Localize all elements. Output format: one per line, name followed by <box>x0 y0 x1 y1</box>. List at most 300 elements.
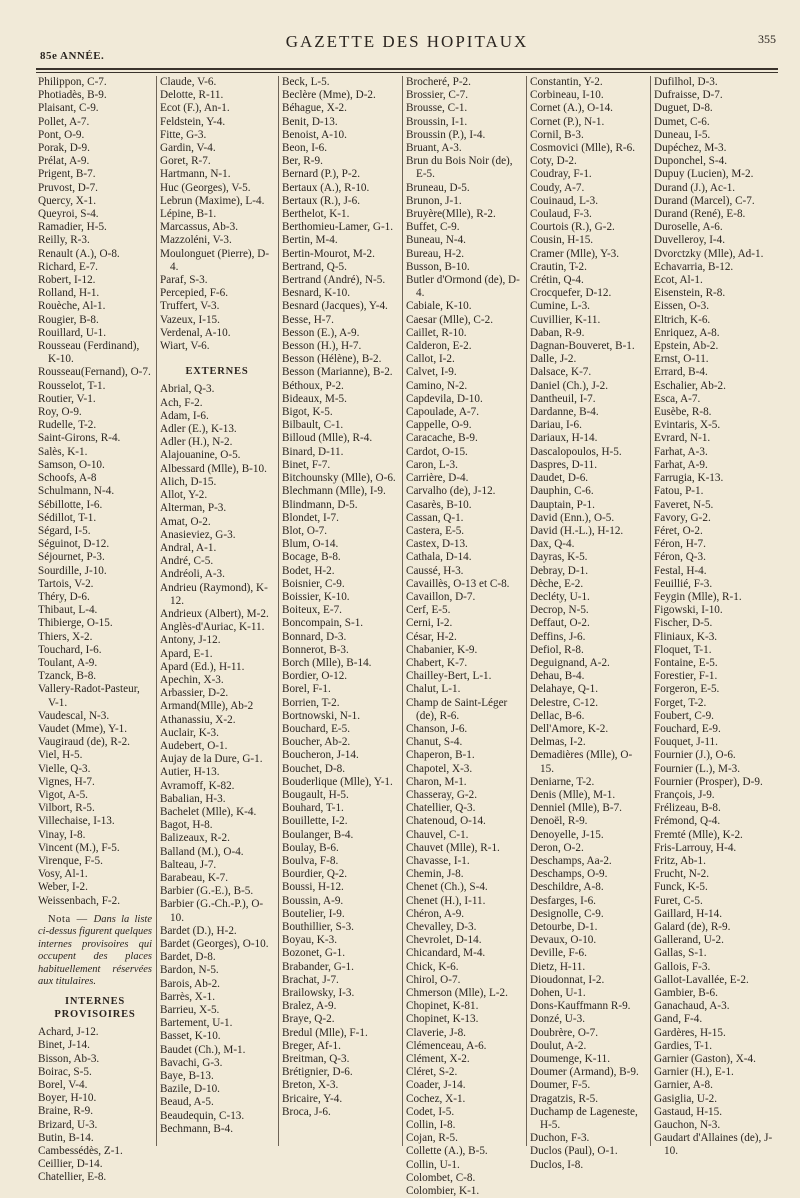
list-item: Delotte, R-11. <box>160 89 224 102</box>
list-item: Féron, H-7. <box>654 538 706 551</box>
list-item: Deville, F-6. <box>530 947 587 960</box>
list-item: Rougier, B-8. <box>38 313 99 326</box>
list-item: Dietz, H-11. <box>530 960 586 973</box>
note-text: Dans la liste ci-dessus figurent quelques internes provisoires qui occupent des places habituellement réservées aux titulaires. <box>38 913 152 988</box>
list-item: Bernard (P.), P-2. <box>282 168 360 181</box>
list-item: Callot, I-2. <box>406 353 455 366</box>
list-item: David (H.-L.), H-12. <box>530 524 624 537</box>
list-item: Séguinot, D-12. <box>38 538 110 551</box>
list-item: Chapotel, X-3. <box>406 762 473 775</box>
list-item: Séjournet, P-3. <box>38 551 105 564</box>
list-item: Cavaillès, O-13 et C-8. <box>406 577 510 590</box>
list-item: Armand(Mlle), Ab-2 <box>160 700 254 713</box>
list-item: Ach, F-2. <box>160 396 203 409</box>
list-item: Besson (Marianne), B-2. <box>282 366 393 379</box>
list-item: Durand (René), E-8. <box>654 208 746 221</box>
list-item: Pruvost, D-7. <box>38 181 98 194</box>
list-item: Borel, F-1. <box>282 683 331 696</box>
list-item: Lépine, B-1. <box>160 208 217 221</box>
list-item: Brachat, J-7. <box>282 973 339 986</box>
list-item: Gauchon, N-3. <box>654 1119 721 1132</box>
list-item: Ganachaud, A-3. <box>654 1000 730 1013</box>
list-item: Caron, L-3. <box>406 458 458 471</box>
column-3-list <box>282 76 398 1119</box>
list-item: Bourdier, Q-2. <box>282 868 348 881</box>
list-item: Besson (H.), H-7. <box>282 340 362 353</box>
list-item: Viel, H-5. <box>38 749 83 762</box>
list-item: Andrieux (Albert), M-2. <box>160 607 269 620</box>
list-item: Virenque, F-5. <box>38 854 103 867</box>
list-item: Reilly, R-3. <box>38 234 90 247</box>
list-item: Corbineau, I-10. <box>530 89 604 102</box>
list-item: Chatellier, E-8. <box>38 1171 107 1184</box>
list-item: Vinay, I-8. <box>38 828 86 841</box>
list-item: Boyer, H-10. <box>38 1092 97 1105</box>
list-item: Andréoli, A-3. <box>160 568 225 581</box>
list-item: Bisson, Ab-3. <box>38 1052 100 1065</box>
list-item: Pollet, A-7. <box>38 115 90 128</box>
list-item: Denoël, R-9. <box>530 815 588 828</box>
list-item: Bavachi, G-3. <box>160 1056 223 1069</box>
list-item: Besson (Hélène), B-2. <box>282 353 382 366</box>
list-item: Toulant, A-9. <box>38 656 98 669</box>
list-item: Bonnerot, B-3. <box>282 643 349 656</box>
list-item: Braye, Q-2. <box>282 1013 335 1026</box>
list-item: Funck, K-5. <box>654 881 708 894</box>
list-item: Galard (de), R-9. <box>654 921 731 933</box>
list-item: Béhague, X-2. <box>282 102 347 115</box>
list-item: Dvorctzky (Mlle), Ad-1. <box>654 247 764 260</box>
list-item: Abrial, Q-3. <box>160 383 215 396</box>
list-item: Caussé, H-3. <box>406 564 464 577</box>
list-item: Bertin-Mourot, M-2. <box>282 247 375 260</box>
list-item: Deffaut, O-2. <box>530 617 590 630</box>
list-item: Fontaine, E-5. <box>654 656 718 669</box>
list-item: Vaugiraud (de), R-2. <box>38 736 130 749</box>
list-item: Carrière, D-4. <box>406 472 469 485</box>
list-item: Gaudart d'Allaines (de), J-10. <box>654 1132 773 1158</box>
list-item: Boiteux, E-7. <box>282 604 342 617</box>
list-item: Cabiale, K-10. <box>406 300 472 313</box>
list-item: Gardin, V-4. <box>160 142 216 155</box>
list-item: Boirac, S-5. <box>38 1065 92 1078</box>
list-item: Butler d'Ormond (de), D-4. <box>406 274 520 300</box>
list-item: Cerf, E-5. <box>406 604 451 617</box>
column-4-list <box>406 76 522 1198</box>
column-3 <box>282 76 398 1146</box>
list-item: François, J-9. <box>654 788 715 801</box>
list-item: Daudet, D-6. <box>530 472 589 485</box>
list-item: Denniel (Mlle), B-7. <box>530 802 622 815</box>
note-paragraph <box>38 914 152 989</box>
list-item: Robert, I-12. <box>38 274 96 287</box>
list-item: Gardères, H-15. <box>654 1026 726 1039</box>
list-item: Baye, B-13. <box>160 1070 214 1083</box>
column-divider <box>650 76 651 1146</box>
list-item: Esca, A-7. <box>654 392 701 405</box>
list-item: Bouthillier, S-3. <box>282 921 354 933</box>
column-1 <box>38 76 152 1184</box>
list-item: Gastaud, H-15. <box>654 1105 723 1118</box>
list-item: Deschamps, Aa-2. <box>530 854 612 867</box>
list-item: Deffins, J-6. <box>530 630 586 643</box>
list-item: Rouillard, U-1. <box>38 326 107 339</box>
column-divider <box>278 76 279 1146</box>
list-item: Boncompain, S-1. <box>282 617 364 630</box>
list-item: Denoyelle, J-15. <box>530 828 604 841</box>
list-item: Eissen, O-3. <box>654 300 709 313</box>
list-item: Chenet (H.), I-11. <box>406 894 486 907</box>
list-item: Eisenstein, R-8. <box>654 287 726 300</box>
list-item: Barois, Ab-2. <box>160 977 220 990</box>
list-item: Binet, F-7. <box>282 458 331 471</box>
list-item: Roy, O-9. <box>38 406 82 419</box>
list-item: Boucher, Ab-2. <box>282 736 351 749</box>
list-item: Paraf, S-3. <box>160 274 208 287</box>
list-item: Breitman, Q-3. <box>282 1053 350 1066</box>
list-item: Dauphin, C-6. <box>530 485 594 498</box>
column-2-list <box>160 76 274 353</box>
list-item: Cathala, D-14. <box>406 551 472 564</box>
list-item: Fournier (J.), O-6. <box>654 749 736 762</box>
column-1-list <box>38 76 152 908</box>
list-item: Percepied, F-6. <box>160 287 229 300</box>
list-item: Bartement, U-1. <box>160 1017 233 1030</box>
list-item: Touchard, I-6. <box>38 643 102 656</box>
list-item: Claude, V-6. <box>160 76 217 88</box>
list-item: Albessard (Mlle), B-10. <box>160 462 267 475</box>
column-2 <box>160 76 274 1146</box>
list-item: Dragatzis, R-5. <box>530 1092 599 1105</box>
list-item: Beclère (Mme), D-2. <box>282 89 376 102</box>
list-item: Doubrère, O-7. <box>530 1026 599 1039</box>
list-item: Vilbort, R-5. <box>38 802 95 815</box>
list-item: Barrès, X-1. <box>160 990 215 1003</box>
list-item: Cerni, I-2. <box>406 617 453 630</box>
list-item: Apard, E-1. <box>160 647 213 660</box>
list-item: Devaux, O-10. <box>530 934 597 947</box>
list-item: Fliniaux, K-3. <box>654 630 718 643</box>
list-item: Chavasse, I-1. <box>406 854 470 867</box>
list-item: Gaillard, H-14. <box>654 907 723 920</box>
list-item: Adam, I-6. <box>160 409 209 422</box>
list-item: Bardet, D-8. <box>160 951 216 964</box>
list-item: Alajouanine, O-5. <box>160 449 241 462</box>
list-item: Bruyère(Mlle), R-2. <box>406 208 496 221</box>
list-item: Bouderlique (Mlle), Y-1. <box>282 775 393 788</box>
list-item: Auclair, K-3. <box>160 726 219 739</box>
list-item: Dariaux, H-14. <box>530 432 598 445</box>
list-item: Boutelier, I-9. <box>282 907 345 920</box>
list-item: Feygin (Mlle), R-1. <box>654 590 742 603</box>
list-item: Achard, J-12. <box>38 1026 99 1039</box>
list-item: Binet, J-14. <box>38 1039 90 1052</box>
list-item: Bouchard, E-5. <box>282 722 351 735</box>
list-item: Forestier, F-1. <box>654 670 718 683</box>
list-item: Duchamp de Lageneste, H-5. <box>530 1105 638 1132</box>
list-item: Apechin, X-3. <box>160 673 224 686</box>
list-item: Duclos, I-8. <box>530 1158 584 1171</box>
list-item: Ernst, O-11. <box>654 353 709 366</box>
list-item: Gallot-Lavallée, E-2. <box>654 973 749 986</box>
list-item: Baudet (Ch.), M-1. <box>160 1043 246 1056</box>
list-item: Casarès, B-10. <box>406 498 472 511</box>
list-item: Beaudequin, C-13. <box>160 1109 245 1122</box>
list-item: Deniarne, T-2. <box>530 775 595 788</box>
list-item: Rousselot, T-1. <box>38 379 106 392</box>
list-item: Bardon, N-5. <box>160 964 219 977</box>
list-item: Dayras, K-5. <box>530 551 588 564</box>
list-item: Borrien, T-2. <box>282 696 340 709</box>
list-item: Furet, C-5. <box>654 894 703 907</box>
list-item: Brocheré, P-2. <box>406 76 471 88</box>
list-item: Caillet, R-10. <box>406 326 467 339</box>
list-item: Bagot, H-8. <box>160 819 213 832</box>
list-item: Brailowsky, I-3. <box>282 987 355 1000</box>
list-item: Moulonguet (Pierre), D-4. <box>160 247 270 273</box>
note-lead: Nota — <box>48 913 94 925</box>
list-item: Crautin, T-2. <box>530 260 587 273</box>
list-item: Capdevila, D-10. <box>406 392 483 405</box>
list-item: Vaudescal, N-3. <box>38 709 110 722</box>
page-header <box>36 28 778 64</box>
list-item: Beaud, A-5. <box>160 1096 214 1109</box>
list-item: Deron, O-2. <box>530 841 584 854</box>
list-item: Berthelot, K-1. <box>282 208 350 221</box>
list-item: Castex, D-13. <box>406 538 468 551</box>
list-item: Farhat, A-3. <box>654 445 708 458</box>
list-item: Sourdille, J-10. <box>38 564 107 577</box>
list-item: Delahaye, Q-1. <box>530 683 599 696</box>
list-item: Fatou, P-1. <box>654 485 704 498</box>
list-item: Balland (M.), O-4. <box>160 845 244 858</box>
list-item: Dumet, C-6. <box>654 115 710 128</box>
list-item: Schoofs, A-8 <box>38 472 97 485</box>
list-item: Besson (E.), A-9. <box>282 326 360 339</box>
list-item: Pont, O-9. <box>38 128 85 141</box>
list-item: Billoud (Mlle), R-4. <box>282 432 373 445</box>
list-item: Duroselle, A-6. <box>654 221 723 234</box>
list-item: Constantin, Y-2. <box>530 76 603 88</box>
list-item: Goret, R-7. <box>160 155 211 168</box>
list-item: Frucht, N-2. <box>654 868 709 881</box>
list-item: Bertaux (R.), J-6. <box>282 194 360 207</box>
list-item: Delestre, C-12. <box>530 696 599 709</box>
list-item: Allot, Y-2. <box>160 489 208 502</box>
list-item: Tzanck, B-8. <box>38 670 97 683</box>
list-item: Blot, O-7. <box>282 524 328 537</box>
list-item: Besnard (Jacques), Y-4. <box>282 300 388 313</box>
list-item: Bouillette, I-2. <box>282 815 348 828</box>
list-item: Broussin, I-1. <box>406 115 468 128</box>
list-item: Cléret, S-2. <box>406 1066 458 1079</box>
list-item: Chmerson (Mlle), L-2. <box>406 987 508 1000</box>
list-item: Thibaut, L-4. <box>38 604 98 617</box>
list-item: Balteau, J-7. <box>160 858 217 871</box>
list-item: Courtois (R.), G-2. <box>530 221 615 234</box>
list-item: Dariau, I-6. <box>530 419 582 432</box>
list-item: Bachelet (Mlle), K-4. <box>160 805 257 818</box>
list-item: Bougault, H-5. <box>282 788 349 801</box>
list-item: Cambessédès, Z-1. <box>38 1145 123 1158</box>
list-item: Champ de Saint-Léger (de), R-6. <box>406 696 508 722</box>
list-item: Fischer, D-5. <box>654 617 713 630</box>
list-item: Rolland, H-1. <box>38 287 100 300</box>
page-number: 355 <box>758 32 776 46</box>
column-divider <box>402 76 403 1146</box>
list-item: Evrard, N-1. <box>654 432 711 445</box>
list-item: Gallas, S-1. <box>654 947 707 960</box>
column-5 <box>530 76 646 1171</box>
list-item: Bideaux, M-5. <box>282 392 347 405</box>
list-item: Dellac, B-6. <box>530 709 585 722</box>
list-item: Lebrun (Maxime), L-4. <box>160 194 265 207</box>
list-item: Bortnowski, N-1. <box>282 709 361 722</box>
name-columns <box>38 76 780 1198</box>
list-item: Brousse, C-1. <box>406 102 468 115</box>
list-item: Bazile, D-10. <box>160 1083 220 1096</box>
list-item: Bigot, K-5. <box>282 406 333 419</box>
list-item: Chauvel, C-1. <box>406 828 469 841</box>
list-item: Barbier (G.-E.), B-5. <box>160 885 254 898</box>
list-item: Vielle, Q-3. <box>38 762 91 775</box>
list-item: Chopinet, K-81. <box>406 1000 479 1013</box>
list-item: Feldstein, Y-4. <box>160 115 226 128</box>
list-item: Cornil, B-3. <box>530 128 584 141</box>
list-item: Berthomieu-Lamer, G-1. <box>282 221 394 234</box>
section-heading-externes: EXTERNES <box>185 366 249 378</box>
list-item: Blum, O-14. <box>282 538 339 551</box>
list-item: Chanson, J-6. <box>406 722 468 735</box>
list-item: Caesar (Mlle), C-2. <box>406 313 493 326</box>
list-item: Fremté (Mlle), K-2. <box>654 828 743 841</box>
list-item: Calderon, E-2. <box>406 340 472 353</box>
list-item: Buffet, C-9. <box>406 221 460 234</box>
list-item: Collin, I-8. <box>406 1119 456 1132</box>
list-item: Vallery-Radot-Pasteur, V-1. <box>38 683 140 709</box>
list-item: Denis (Mlle), M-1. <box>530 788 616 801</box>
list-item: Eusèbe, R-8. <box>654 406 712 419</box>
list-item: Brun du Bois Noir (de), E-5. <box>406 155 513 181</box>
publication-title: GAZETTE DES HOPITAUX <box>285 32 529 51</box>
list-item: Breger, Af-1. <box>282 1039 341 1052</box>
list-item: Boussin, A-9. <box>282 894 344 907</box>
list-item: Floquet, T-1. <box>654 643 712 656</box>
list-item: Vosy, Al-1. <box>38 868 88 881</box>
list-item: Prigent, B-7. <box>38 168 96 181</box>
header-rule <box>36 68 778 73</box>
list-item: Dupéchez, M-3. <box>654 142 727 155</box>
list-item: Féron, Q-3. <box>654 551 706 564</box>
list-item: Dèche, E-2. <box>530 577 584 590</box>
list-item: Buneau, N-4. <box>406 234 466 247</box>
list-item: Bruneau, D-5. <box>406 181 470 194</box>
list-item: Duponchel, S-4. <box>654 155 728 168</box>
list-item: Brabander, G-1. <box>282 960 354 973</box>
list-item: Dufilhol, D-3. <box>654 76 718 88</box>
list-item: Calvet, I-9. <box>406 366 457 379</box>
list-item: Faveret, N-5. <box>654 498 714 511</box>
list-item: Feuillié, F-3. <box>654 577 713 590</box>
list-item: Butin, B-14. <box>38 1131 94 1144</box>
list-item: Deschildre, A-8. <box>530 881 604 894</box>
list-item: Dons-Kauffmann R-9. <box>530 1000 631 1013</box>
list-item: Boulanger, B-4. <box>282 828 354 841</box>
list-item: Bricaire, Y-4. <box>282 1092 343 1105</box>
list-item: Breton, X-3. <box>282 1079 339 1092</box>
list-item: Colombet, C-8. <box>406 1171 476 1184</box>
list-item: Thiers, X-2. <box>38 630 93 643</box>
list-item: Ecot, Al-1. <box>654 274 703 287</box>
list-item: Beon, I-6. <box>282 142 328 155</box>
list-item: Chatellier, Q-3. <box>406 802 476 815</box>
list-item: Bodet, H-2. <box>282 564 335 577</box>
list-item: Chabanier, K-9. <box>406 643 478 656</box>
list-item: Cassan, Q-1. <box>406 511 464 524</box>
list-item: Boulva, F-8. <box>282 854 339 867</box>
list-item: Rousseau (Ferdinand), K-10. <box>38 340 140 366</box>
list-item: Benit, D-13. <box>282 115 338 128</box>
list-item: Chauvet (Mlle), R-1. <box>406 841 500 854</box>
list-item: Bruant, A-3. <box>406 142 462 155</box>
list-item: Chick, K-6. <box>406 960 459 973</box>
list-item: Samson, O-10. <box>38 458 105 471</box>
list-item: Chirol, O-7. <box>406 973 461 986</box>
list-item: Bertin, M-4. <box>282 234 338 247</box>
list-item: Daspres, D-11. <box>530 458 598 471</box>
column-6 <box>654 76 778 1158</box>
year-label: 85e ANNÉE. <box>40 50 105 62</box>
list-item: Carvalho (de), J-12. <box>406 485 496 498</box>
list-item: Frémond, Q-4. <box>654 815 721 828</box>
list-item: Truffert, V-3. <box>160 300 220 313</box>
list-item: Brossier, C-7. <box>406 89 469 102</box>
list-item: Vigot, A-5. <box>38 788 88 801</box>
list-item: Salès, K-1. <box>38 445 88 458</box>
list-item: Apard (Ed.), H-11. <box>160 660 245 673</box>
list-item: Schulmann, N-4. <box>38 485 115 498</box>
list-item: Fris-Larrouy, H-4. <box>654 841 737 854</box>
list-item: Alterman, P-3. <box>160 502 227 515</box>
list-item: Cousin, H-15. <box>530 234 594 247</box>
list-item: Boussi, H-12. <box>282 881 344 894</box>
list-item: Ségard, I-5. <box>38 524 91 537</box>
list-item: Quercy, X-1. <box>38 194 96 207</box>
list-item: Charon, M-1. <box>406 775 467 788</box>
list-item: Chenet (Ch.), S-4. <box>406 881 488 894</box>
list-item: Coudray, F-1. <box>530 168 592 181</box>
column-5-list <box>530 76 646 1172</box>
list-item: Barbier (G.-Ch.-P.), O-10. <box>160 898 264 924</box>
list-item: Fitte, G-3. <box>160 128 207 141</box>
list-item: Dauptain, P-1. <box>530 498 595 511</box>
list-item: Boulay, B-6. <box>282 841 339 854</box>
list-item: Saint-Girons, R-4. <box>38 432 121 445</box>
list-item: Autier, H-13. <box>160 766 220 779</box>
list-item: Bechmann, B-4. <box>160 1122 234 1135</box>
list-item: Ber, R-9. <box>282 155 323 168</box>
list-item: Féret, O-2. <box>654 524 703 537</box>
list-item: Duchon, F-3. <box>530 1132 590 1145</box>
list-item: Deschamps, O-9. <box>530 868 608 881</box>
list-item: Andral, A-1. <box>160 541 217 554</box>
list-item: Bertaux (A.), R-10. <box>282 181 370 194</box>
list-item: Chevrolet, D-14. <box>406 934 482 947</box>
list-item: Gand, F-4. <box>654 1013 703 1026</box>
list-item: Duclos (Paul), O-1. <box>530 1145 618 1158</box>
list-item: Chéron, A-9. <box>406 907 465 920</box>
list-item: Cornet (P.), N-1. <box>530 115 605 128</box>
